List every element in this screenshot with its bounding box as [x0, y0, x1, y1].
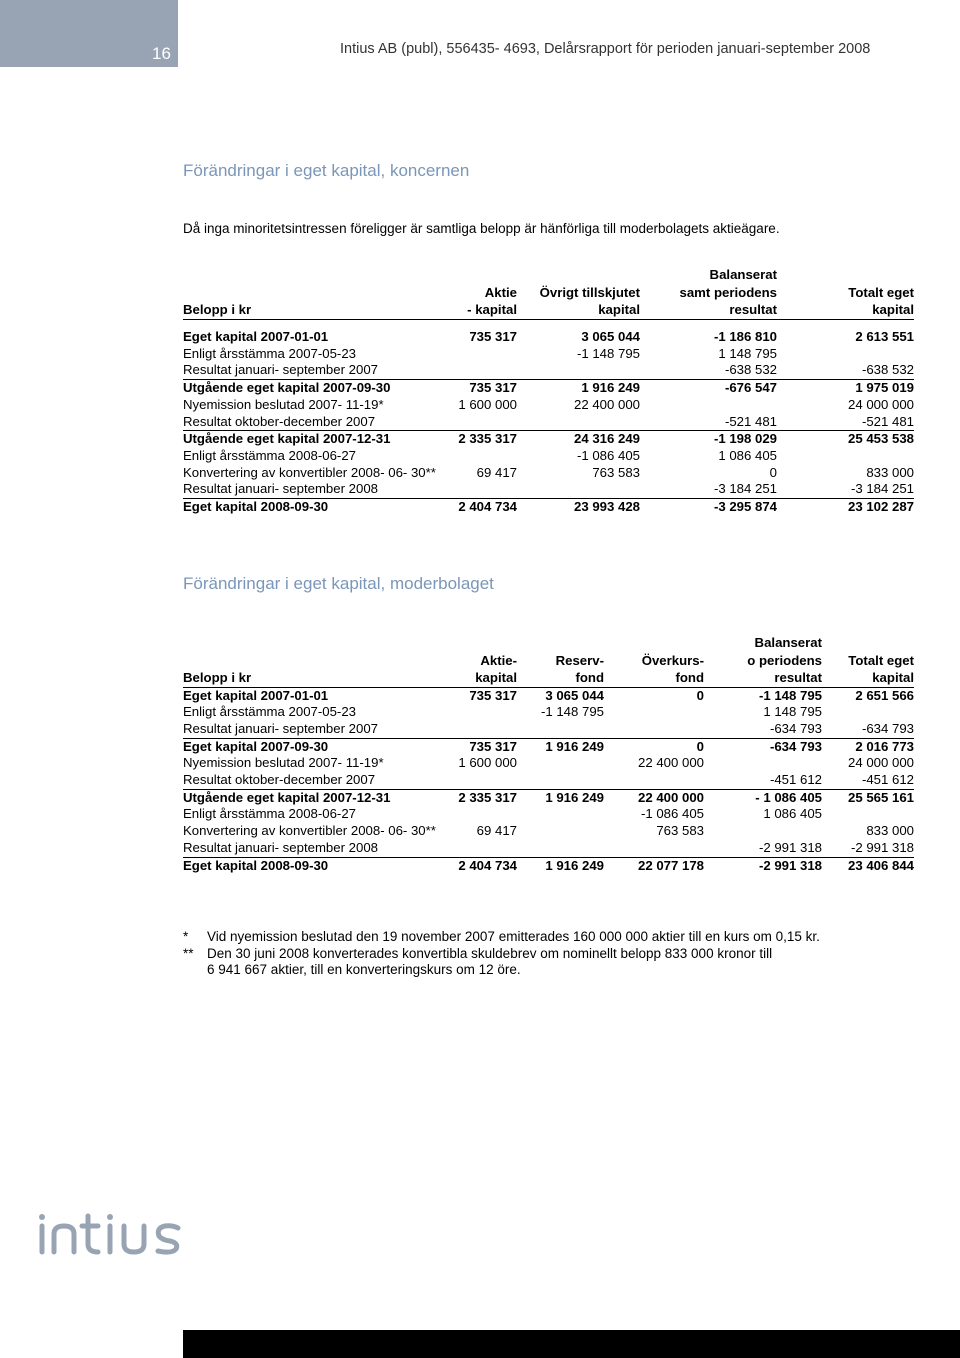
group-column-header: - kapital	[445, 301, 517, 319]
parent-column-header: o periodens	[747, 652, 822, 668]
group-column-header: Belopp i kr	[183, 301, 445, 319]
parent-cell-value: -634 793	[822, 721, 914, 738]
intius-logo-mark	[38, 1212, 188, 1256]
group-cell-value: -521 481	[640, 414, 777, 431]
parent-table-row	[183, 721, 914, 738]
parent-cell-value	[604, 704, 704, 721]
parent-cell-value: 25 565 161	[847, 789, 914, 805]
group-row-label: Eget kapital 2008-09-30	[183, 499, 329, 515]
group-column-header: samt periodens	[679, 284, 777, 300]
group-row-label: Resultat januari- september 2008	[183, 481, 445, 498]
parent-cell-value	[445, 721, 517, 738]
parent-column-header	[822, 634, 914, 652]
parent-cell-value	[445, 704, 517, 721]
parent-column-header: Aktie-	[480, 652, 517, 668]
group-cell-value: 1 975 019	[855, 380, 914, 396]
group-table-row	[183, 380, 914, 397]
spacer-row	[183, 319, 914, 329]
group-table-row	[183, 346, 914, 363]
group-cell-value: -1 086 405	[576, 447, 640, 463]
parent-cell-value: 1 916 249	[545, 789, 604, 805]
parent-row-label: Nyemission beslutad 2007- 11-19*	[183, 755, 384, 771]
group-column-header	[183, 266, 445, 284]
group-cell-value: -1 186 810	[713, 329, 777, 344]
parent-column-header: kapital	[822, 669, 914, 687]
footnotes	[183, 929, 820, 979]
group-cell-value: 2 404 734	[458, 499, 517, 515]
group-column-header	[183, 284, 445, 302]
group-cell-value: -1 198 029	[713, 431, 777, 447]
group-table-row	[183, 431, 914, 448]
parent-cell-value: -451 612	[822, 772, 914, 789]
parent-header-row	[183, 652, 914, 670]
group-cell-value: -3 295 874	[713, 499, 777, 515]
group-cell-value: 69 417	[476, 464, 517, 480]
group-row-label: Nyemission beslutad 2007- 11-19*	[183, 396, 384, 412]
parent-column-header	[183, 634, 445, 652]
group-table-row	[183, 465, 914, 482]
parent-cell-value	[445, 772, 517, 789]
parent-cell-value	[704, 755, 822, 772]
group-cell-value: 1 916 249	[581, 380, 640, 396]
group-cell-value	[445, 414, 517, 431]
footnote-line	[183, 946, 820, 963]
group-cell-value	[517, 362, 640, 379]
group-column-header: Aktie	[484, 284, 517, 300]
group-cell-value: 24 316 249	[573, 431, 640, 447]
group-cell-value	[640, 397, 777, 414]
parent-header-row	[183, 669, 914, 687]
parent-cell-value: 0	[696, 738, 704, 754]
parent-cell-value: 1 148 795	[763, 704, 822, 720]
parent-cell-value: -1 148 795	[758, 687, 822, 703]
group-cell-value	[777, 346, 914, 363]
group-intro-text: Då inga minoritetsintressen föreligger är samtliga belopp är hänförliga till moderbolagets aktieägare.	[183, 221, 780, 236]
parent-cell-value: 23 406 844	[847, 857, 914, 873]
parent-column-header	[445, 634, 517, 652]
parent-cell-value	[445, 806, 517, 823]
group-table-row	[183, 414, 914, 431]
parent-cell-value	[517, 772, 604, 789]
group-cell-value	[777, 448, 914, 465]
parent-cell-value: - 1 086 405	[755, 789, 822, 805]
parent-cell-value: 1 600 000	[458, 755, 517, 771]
parent-table-row	[183, 687, 914, 704]
group-cell-value	[445, 346, 517, 363]
footnote-line	[183, 929, 820, 946]
parent-row-label: Konvertering av konvertibler 2008- 06- 30**	[183, 823, 436, 839]
parent-row-label: Eget kapital 2007-01-01	[183, 687, 329, 703]
parent-column-header: kapital	[445, 669, 517, 687]
parent-cell-value: 3 065 044	[545, 687, 604, 703]
parent-cell-value: -634 793	[769, 738, 822, 754]
footnote-mark: *	[183, 929, 189, 944]
group-cell-value: 735 317	[469, 329, 517, 344]
parent-cell-value: -451 612	[704, 772, 822, 789]
group-cell-value: 763 583	[592, 464, 640, 480]
footer-bar	[183, 1330, 960, 1358]
parent-cell-value: 2 016 773	[855, 738, 914, 754]
parent-column-header	[604, 634, 704, 652]
parent-column-header: Totalt eget	[848, 652, 914, 668]
group-cell-value: -1 148 795	[576, 345, 640, 361]
parent-header-row	[183, 634, 914, 652]
group-table-row	[183, 481, 914, 498]
parent-table-row	[183, 857, 914, 874]
parent-cell-value	[517, 806, 604, 823]
parent-cell-value: 833 000	[866, 823, 914, 839]
parent-row-label: Eget kapital 2007-09-30	[183, 738, 329, 754]
parent-cell-value	[517, 755, 604, 772]
group-cell-value	[517, 414, 640, 431]
report-header-title: Intius AB (publ), 556435- 4693, Delårsrapport för perioden januari-september 2008	[340, 41, 871, 57]
group-equity-table	[183, 266, 914, 516]
group-row-label: Utgående eget kapital 2007-12-31	[183, 431, 391, 447]
group-column-header: kapital	[517, 301, 640, 319]
group-cell-value: 23 993 428	[573, 499, 640, 515]
parent-cell-value: 763 583	[656, 823, 704, 839]
parent-row-label: Utgående eget kapital 2007-12-31	[183, 789, 391, 805]
parent-equity-table	[183, 634, 914, 874]
group-table-row	[183, 397, 914, 414]
group-header-row	[183, 266, 914, 284]
parent-cell-value	[517, 823, 604, 840]
parent-cell-value	[604, 721, 704, 738]
parent-cell-value	[517, 721, 604, 738]
parent-table-row	[183, 755, 914, 772]
page-number: 16	[152, 44, 171, 63]
group-table-row	[183, 448, 914, 465]
group-cell-value	[445, 362, 517, 379]
group-cell-value: 833 000	[866, 464, 914, 480]
parent-cell-value: 735 317	[469, 738, 517, 754]
group-cell-value: 1 600 000	[458, 396, 517, 412]
group-column-header	[777, 266, 914, 284]
parent-cell-value	[604, 772, 704, 789]
parent-cell-value	[822, 806, 914, 823]
footnote-mark: **	[183, 945, 194, 961]
parent-table-row	[183, 806, 914, 823]
footnote-text: Den 30 juni 2008 konverterades konvertibla skuldebrev om nominellt belopp 833 000 kronor till	[207, 945, 773, 961]
parent-cell-value: 2 404 734	[458, 857, 517, 873]
parent-table-row	[183, 704, 914, 721]
parent-cell-value: 2 335 317	[458, 789, 517, 805]
group-cell-value: 23 102 287	[847, 499, 914, 515]
group-row-label: Resultat januari- september 2007	[183, 362, 445, 379]
footnote-line	[183, 962, 820, 979]
group-cell-value: 2 613 551	[855, 329, 914, 344]
parent-cell-value: -2 991 318	[704, 840, 822, 857]
parent-cell-value: 1 916 249	[545, 738, 604, 754]
parent-column-header: Belopp i kr	[183, 669, 445, 687]
group-row-label: Konvertering av konvertibler 2008- 06- 30**	[183, 464, 436, 480]
group-cell-value: -3 184 251	[777, 481, 914, 498]
group-column-header: Övrigt tillskjutet	[539, 284, 640, 300]
parent-cell-value: 22 077 178	[637, 857, 704, 873]
parent-row-label: Resultat januari- september 2007	[183, 721, 445, 738]
group-column-header: resultat	[640, 301, 777, 319]
parent-row-label: Eget kapital 2008-09-30	[183, 857, 329, 873]
parent-row-label: Enligt årsstämma 2007-05-23	[183, 704, 356, 720]
parent-table-row	[183, 840, 914, 857]
parent-cell-value: 2 651 566	[855, 687, 914, 703]
parent-column-header: fond	[517, 669, 604, 687]
parent-cell-value	[822, 704, 914, 721]
group-column-header	[517, 266, 640, 284]
group-cell-value: -638 532	[777, 362, 914, 379]
parent-column-header: Överkurs-	[641, 652, 704, 668]
group-column-header	[445, 266, 517, 284]
parent-row-label: Resultat januari- september 2008	[183, 840, 445, 857]
parent-column-header: fond	[604, 669, 704, 687]
parent-cell-value	[704, 823, 822, 840]
group-table-row	[183, 329, 914, 346]
parent-cell-value: 735 317	[469, 687, 517, 703]
parent-table-row	[183, 823, 914, 840]
parent-cell-value: 1 916 249	[545, 857, 604, 873]
parent-cell-value	[517, 840, 604, 857]
parent-column-header: Reserv-	[555, 652, 604, 668]
group-row-label: Enligt årsstämma 2008-06-27	[183, 447, 356, 463]
parent-cell-value: 0	[696, 687, 704, 703]
parent-column-header	[517, 634, 604, 652]
group-cell-value: -638 532	[640, 362, 777, 379]
group-column-header: kapital	[777, 301, 914, 319]
intius-logo	[38, 1212, 188, 1261]
parent-column-header	[183, 652, 445, 670]
parent-cell-value: -634 793	[704, 721, 822, 738]
parent-column-header: Balanserat	[754, 635, 822, 650]
group-cell-value: 22 400 000	[573, 396, 640, 412]
group-cell-value: -676 547	[724, 380, 777, 396]
group-cell-value: 735 317	[469, 380, 517, 396]
group-cell-value	[445, 481, 517, 498]
parent-table-row	[183, 772, 914, 789]
group-cell-value: 1 086 405	[718, 447, 777, 463]
group-column-header: Balanserat	[709, 267, 777, 282]
parent-column-header: resultat	[704, 669, 822, 687]
group-table-row	[183, 362, 914, 379]
group-row-label: Enligt årsstämma 2007-05-23	[183, 345, 356, 361]
parent-cell-value: -1 086 405	[640, 806, 704, 822]
group-cell-value: 0	[769, 464, 777, 480]
parent-cell-value: -2 991 318	[758, 857, 822, 873]
group-equity-section-title: Förändringar i eget kapital, koncernen	[183, 161, 470, 180]
parent-equity-section-title: Förändringar i eget kapital, moderbolaget	[183, 574, 494, 593]
group-cell-value: -521 481	[777, 414, 914, 431]
footnote-text: 6 941 667 aktier, till en konverteringskurs om 12 öre.	[207, 962, 521, 977]
parent-cell-value: 24 000 000	[847, 755, 914, 771]
group-row-label: Eget kapital 2007-01-01	[183, 329, 329, 344]
parent-cell-value	[604, 840, 704, 857]
group-table-row	[183, 499, 914, 516]
parent-cell-value: 22 400 000	[637, 789, 704, 805]
group-cell-value: 2 335 317	[458, 431, 517, 447]
parent-cell-value	[445, 840, 517, 857]
footnote-text: Vid nyemission beslutad den 19 november 2007 emitterades 160 000 000 aktier till en kurs om 0,15 kr.	[207, 929, 820, 944]
parent-cell-value: -1 148 795	[540, 704, 604, 720]
footnote-mark	[183, 962, 207, 979]
group-cell-value: 25 453 538	[847, 431, 914, 447]
group-cell-value: -3 184 251	[640, 481, 777, 498]
parent-table-row	[183, 789, 914, 806]
group-cell-value	[445, 448, 517, 465]
group-row-label: Resultat oktober-december 2007	[183, 414, 445, 431]
parent-row-label: Enligt årsstämma 2008-06-27	[183, 806, 356, 822]
parent-table-row	[183, 738, 914, 755]
group-cell-value	[517, 481, 640, 498]
parent-cell-value: 69 417	[476, 823, 517, 839]
group-cell-value: 24 000 000	[847, 396, 914, 412]
parent-cell-value: -2 991 318	[822, 840, 914, 857]
group-row-label: Utgående eget kapital 2007-09-30	[183, 380, 391, 396]
group-cell-value: 1 148 795	[718, 345, 777, 361]
group-column-header: Totalt eget	[848, 284, 914, 300]
group-header-row	[183, 301, 914, 319]
parent-row-label: Resultat oktober-december 2007	[183, 772, 445, 789]
parent-cell-value: 22 400 000	[637, 755, 704, 771]
group-cell-value: 3 065 044	[581, 329, 640, 344]
parent-cell-value: 1 086 405	[763, 806, 822, 822]
group-header-row	[183, 284, 914, 302]
